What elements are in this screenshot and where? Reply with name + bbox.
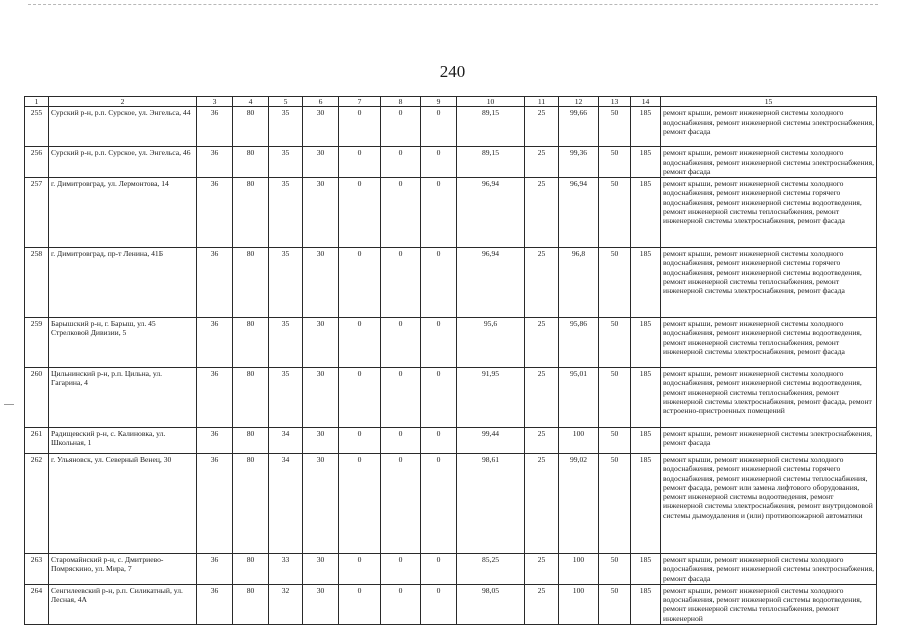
value-cell: 0 [339,428,381,454]
value-cell: 0 [339,318,381,368]
value-cell: 0 [381,147,421,178]
value-cell: 80 [233,147,269,178]
value-cell: 0 [381,428,421,454]
value-cell: 80 [233,584,269,624]
row-number: 264 [25,584,49,624]
value-cell: 36 [197,107,233,147]
value-cell: 80 [233,554,269,585]
data-table [24,96,877,625]
value-cell: 185 [631,428,661,454]
address-cell: г. Димитровград, пр-т Ленина, 41Б [49,248,197,318]
header-cell: 15 [661,97,877,107]
value-cell: 30 [303,428,339,454]
value-cell: 30 [303,248,339,318]
works-cell: ремонт крыши, ремонт инженерной системы электроснабжения, ремонт фасада [661,428,877,454]
row-number: 259 [25,318,49,368]
header-cell: 8 [381,97,421,107]
value-cell: 0 [421,178,457,248]
top-dashed-rule [28,4,878,5]
header-cell: 7 [339,97,381,107]
header-cell: 1 [25,97,49,107]
value-cell: 0 [339,248,381,318]
value-cell: 0 [381,178,421,248]
value-cell: 0 [381,368,421,428]
value-cell: 25 [525,428,559,454]
header-cell: 12 [559,97,599,107]
value-cell: 185 [631,584,661,624]
value-cell: 80 [233,178,269,248]
value-cell: 32 [269,584,303,624]
value-cell: 0 [339,554,381,585]
header-cell: 11 [525,97,559,107]
works-cell: ремонт крыши, ремонт инженерной системы холодного водоснабжения, ремонт инженерной системы электроснабжения, ремонт фасада [661,147,877,178]
value-cell: 185 [631,147,661,178]
value-cell: 34 [269,428,303,454]
value-cell: 30 [303,147,339,178]
table-row [25,428,877,454]
address-cell: Сурский р-н, р.п. Сурское, ул. Энгельса, 46 [49,147,197,178]
value-cell: 96,94 [457,178,525,248]
works-cell: ремонт крыши, ремонт инженерной системы холодного водоснабжения, ремонт инженерной системы водоотведения, ремонт инженерной системы теплоснабжения, ремонт инженерной системы электроснабжения, ремонт фасада, ремонт встроенно-пристроенных помещений [661,368,877,428]
value-cell: 185 [631,318,661,368]
value-cell: 95,86 [559,318,599,368]
header-cell: 14 [631,97,661,107]
header-cell: 13 [599,97,631,107]
table-row [25,248,877,318]
value-cell: 0 [421,368,457,428]
table-row [25,107,877,147]
value-cell: 0 [421,318,457,368]
value-cell: 35 [269,107,303,147]
header-row [25,97,877,107]
value-cell: 0 [381,107,421,147]
value-cell: 33 [269,554,303,585]
table-row [25,368,877,428]
value-cell: 0 [339,107,381,147]
value-cell: 35 [269,318,303,368]
value-cell: 50 [599,368,631,428]
value-cell: 0 [381,248,421,318]
address-cell: Сенгилеевский р-н, р.п. Силикатный, ул. Лесная, 4А [49,584,197,624]
works-cell: ремонт крыши, ремонт инженерной системы холодного водоснабжения, ремонт инженерной системы электроснабжения, ремонт фасада [661,554,877,585]
header-cell: 3 [197,97,233,107]
row-number: 263 [25,554,49,585]
value-cell: 0 [421,428,457,454]
address-cell: Старомайнский р-н, с. Дмитриево-Помряскино, ул. Мира, 7 [49,554,197,585]
value-cell: 50 [599,428,631,454]
value-cell: 0 [339,178,381,248]
value-cell: 30 [303,584,339,624]
works-cell: ремонт крыши, ремонт инженерной системы холодного водоснабжения, ремонт инженерной системы водоотведения, ремонт инженерной системы теплоснабжения, ремонт инженерной системы электроснабжения, ремонт фасада [661,318,877,368]
scan-margin-mark [4,404,14,405]
value-cell: 96,94 [559,178,599,248]
value-cell: 25 [525,368,559,428]
header-cell: 4 [233,97,269,107]
works-cell: ремонт крыши, ремонт инженерной системы холодного водоснабжения, ремонт инженерной системы водоотведения, ремонт инженерной системы теплоснабжения, ремонт инженерной [661,584,877,624]
value-cell: 0 [421,107,457,147]
value-cell: 35 [269,147,303,178]
value-cell: 30 [303,368,339,428]
row-number: 258 [25,248,49,318]
value-cell: 30 [303,554,339,585]
value-cell: 25 [525,107,559,147]
row-number: 262 [25,454,49,554]
value-cell: 25 [525,554,559,585]
value-cell: 99,44 [457,428,525,454]
value-cell: 0 [381,318,421,368]
value-cell: 25 [525,454,559,554]
value-cell: 36 [197,248,233,318]
value-cell: 80 [233,454,269,554]
value-cell: 80 [233,428,269,454]
address-cell: Барышский р-н, г. Барыш, ул. 45 Стрелковой Дивизии, 5 [49,318,197,368]
header-cell: 5 [269,97,303,107]
value-cell: 100 [559,554,599,585]
value-cell: 0 [339,584,381,624]
value-cell: 185 [631,554,661,585]
value-cell: 0 [339,454,381,554]
header-cell: 2 [49,97,197,107]
table-row [25,178,877,248]
value-cell: 30 [303,318,339,368]
value-cell: 50 [599,318,631,368]
value-cell: 30 [303,454,339,554]
row-number: 261 [25,428,49,454]
works-cell: ремонт крыши, ремонт инженерной системы холодного водоснабжения, ремонт инженерной системы горячего водоснабжения, ремонт инженерной системы водоотведения, ремонт инженерной системы теплоснабжения, ремонт инженерной системы электроснабжения, ремонт фасада [661,178,877,248]
value-cell: 91,95 [457,368,525,428]
value-cell: 185 [631,248,661,318]
value-cell: 99,02 [559,454,599,554]
value-cell: 36 [197,454,233,554]
address-cell: г. Ульяновск, ул. Северный Венец, 30 [49,454,197,554]
value-cell: 50 [599,248,631,318]
works-cell: ремонт крыши, ремонт инженерной системы холодного водоснабжения, ремонт инженерной системы горячего водоснабжения, ремонт инженерной системы водоотведения, ремонт инженерной системы теплоснабжения, ремонт инженерной системы электроснабжения, ремонт фасада [661,248,877,318]
value-cell: 0 [421,554,457,585]
value-cell: 35 [269,248,303,318]
value-cell: 36 [197,428,233,454]
table-row [25,554,877,585]
value-cell: 50 [599,178,631,248]
value-cell: 25 [525,147,559,178]
value-cell: 25 [525,178,559,248]
value-cell: 50 [599,584,631,624]
works-cell: ремонт крыши, ремонт инженерной системы холодного водоснабжения, ремонт инженерной системы горячего водоснабжения, ремонт инженерной системы теплоснабжения, ремонт фасада, ремонт или замена лифтового оборудования, ремонт инженерной системы водоотведения, ремонт инженерной системы электроснабжения, ремонт внутридомовой системы дымоудаления и (или) противопожарной автоматики [661,454,877,554]
value-cell: 0 [339,147,381,178]
address-cell: Сурский р-н, р.п. Сурское, ул. Энгельса, 44 [49,107,197,147]
value-cell: 0 [381,584,421,624]
value-cell: 34 [269,454,303,554]
value-cell: 80 [233,248,269,318]
value-cell: 96,94 [457,248,525,318]
value-cell: 185 [631,454,661,554]
value-cell: 36 [197,584,233,624]
row-number: 260 [25,368,49,428]
value-cell: 0 [339,368,381,428]
value-cell: 96,8 [559,248,599,318]
row-number: 257 [25,178,49,248]
works-cell: ремонт крыши, ремонт инженерной системы холодного водоснабжения, ремонт инженерной системы электроснабжения, ремонт фасада [661,107,877,147]
header-cell: 9 [421,97,457,107]
value-cell: 30 [303,178,339,248]
value-cell: 80 [233,318,269,368]
value-cell: 100 [559,584,599,624]
value-cell: 25 [525,318,559,368]
value-cell: 36 [197,147,233,178]
address-cell: Радищевский р-н, с. Калиновка, ул. Школьная, 1 [49,428,197,454]
row-number: 256 [25,147,49,178]
value-cell: 50 [599,107,631,147]
value-cell: 36 [197,368,233,428]
value-cell: 0 [381,554,421,585]
address-cell: Цильнинский р-н, р.п. Цильна, ул. Гагарина, 4 [49,368,197,428]
value-cell: 185 [631,178,661,248]
value-cell: 25 [525,248,559,318]
value-cell: 80 [233,368,269,428]
value-cell: 0 [421,248,457,318]
value-cell: 95,01 [559,368,599,428]
header-cell: 6 [303,97,339,107]
value-cell: 50 [599,147,631,178]
value-cell: 99,66 [559,107,599,147]
value-cell: 50 [599,554,631,585]
value-cell: 98,61 [457,454,525,554]
address-cell: г. Димитровград, ул. Лермонтова, 14 [49,178,197,248]
value-cell: 185 [631,368,661,428]
value-cell: 50 [599,454,631,554]
value-cell: 0 [421,147,457,178]
value-cell: 25 [525,584,559,624]
page-number: 240 [439,62,466,81]
value-cell: 85,25 [457,554,525,585]
table-row [25,147,877,178]
value-cell: 185 [631,107,661,147]
value-cell: 35 [269,368,303,428]
value-cell: 35 [269,178,303,248]
value-cell: 80 [233,107,269,147]
value-cell: 36 [197,554,233,585]
value-cell: 30 [303,107,339,147]
value-cell: 95,6 [457,318,525,368]
value-cell: 98,05 [457,584,525,624]
table-row [25,584,877,624]
value-cell: 99,36 [559,147,599,178]
value-cell: 36 [197,178,233,248]
value-cell: 0 [421,454,457,554]
value-cell: 89,15 [457,107,525,147]
value-cell: 100 [559,428,599,454]
value-cell: 0 [381,454,421,554]
table-row [25,454,877,554]
value-cell: 89,15 [457,147,525,178]
header-cell: 10 [457,97,525,107]
table-row [25,318,877,368]
value-cell: 36 [197,318,233,368]
row-number: 255 [25,107,49,147]
value-cell: 0 [421,584,457,624]
